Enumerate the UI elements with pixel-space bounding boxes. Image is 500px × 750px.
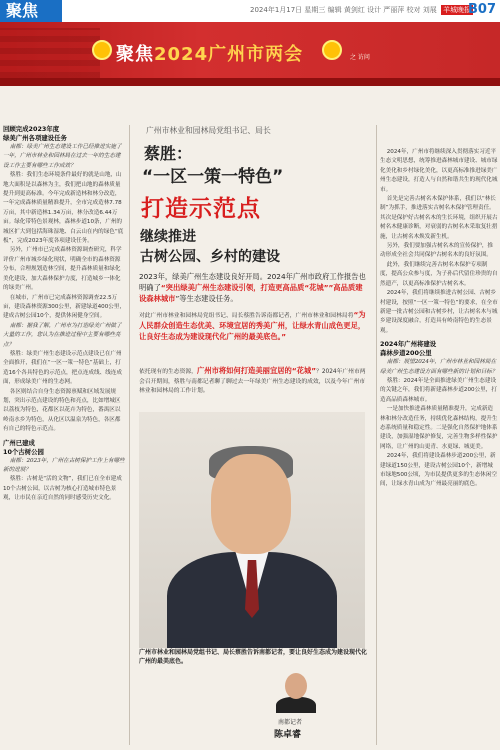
headline-quote: “一区一策一特色” (142, 167, 284, 187)
right-heading-2: 森林步道200公里 (380, 349, 432, 358)
right-paragraph: 2024年，广州市将继续深入贯彻落实习近平生态文明思想，统筹推进森林城市建设、城市绿化美化和乡村绿化美化，以更高标准推进绿美广州生态建设，打造人与自然和谐共生的现代化城市。 (380, 149, 498, 193)
banner-wall-decoration (0, 28, 100, 78)
interviewee-title: 广州市林业和园林局党组书记、局长 (146, 126, 271, 135)
portrait-photo (139, 412, 365, 648)
right-paragraph: 此外，我们继续完善古树名木保护专项制度，提高公众参与度，为子孙后代留住珍贵的自然遗产，以更高标准保护古树名木。 (380, 261, 498, 287)
column-divider (376, 125, 377, 745)
emblem-icon (92, 40, 112, 60)
reporter-name: 陈卓睿 (274, 730, 302, 740)
right-heading-1: 2024年广州将建设 (380, 340, 437, 349)
body-highlight: “为人民群众创造生态优美、环境宜居的秀美广州，让绿水青山成色更足，让良好生态成为建设现代化广州的最美底色。” (139, 310, 366, 341)
headline-sub-1: 继续推进 (140, 229, 196, 245)
left-heading-4: 10个古树公园 (3, 447, 44, 456)
right-paragraph: 一是加快推进森林质量精准提升，完成新造林和林分改造任务，持续优化森林结构，提升生态系统质量和稳定性。二是强化自然保护地体系建设，加强湿地保护修复，完善生物多样性保护网络，让广州的山更青、水更绿、城更美。 (380, 406, 498, 450)
left-paragraph: 南都：2023年，广州在古树保护工作上有哪些新的进展？ (3, 457, 125, 473)
reporter-avatar (274, 669, 318, 713)
body-text: 对此广州市林业和园林局党组书记、局长蔡胜告诉南都记者，广州市林业和园林局将 (139, 313, 354, 319)
left-paragraph: 另外，广州市已完成森林资源调查研究，科学评价广州市城乡绿化现状，明确全市的森林资源分布，合理规划造林空间，提升森林质量和绿化美化建设，加大森林保护力度，打造城乡一体化的绿美广州。 (3, 247, 122, 292)
photo-caption: 广州市林业和园林局党组书记、局长蔡胜告诉南都记者，要让良好生态成为建设现代化广州的最美底色。 (139, 649, 368, 665)
body-text: 依托现有的生态资源， (139, 369, 197, 375)
article-body-1 (139, 310, 367, 343)
intro-highlight: “突出绿美广州生态建设引领，打造更高品质“花城””高品质建设森林城市 (139, 283, 363, 303)
banner-title (116, 40, 303, 66)
intro-text: 2023年，绿美广州生态建设良好开局。2024年广州市政府工作报告也明确了 (139, 272, 366, 292)
right-paragraph: 2024年，我们将继续推进古树公园、古树乡村建设，按照“一区一策一特色”的要求，在全市新建一批古树公园和古树乡村，让古树名木与城乡建设深度融合，打造具有岭南特色的生态景观。 (380, 290, 498, 334)
headline-name: 蔡胜： (144, 144, 193, 163)
right-paragraph: 2024年，我们将建设森林步道200公里，新建绿道150公里，建设古树公园10个，新增城市绿地500公顷，为市民提供更多的生态休闲空间，让绿水青山成为广州最亮丽的底色。 (380, 453, 497, 488)
left-paragraph: 南都：据我了解，广州市为打造绿美广州做了大量的工作，您认为在推进过程中主要有哪些亮点？ (3, 322, 122, 348)
left-column (3, 125, 126, 745)
issue-meta (250, 5, 473, 15)
section-label: 聚焦 (0, 0, 62, 22)
page-number: B07 (468, 2, 496, 17)
left-paragraph: 各区则结合自身生态资源禀赋和区域发展规划，突出示范点建设的特色和亮点，比如增城区以荔枝为特色，花都区以花卉为特色，番禺区以岭南水乡为特色，从化区以温泉为特色，各区都有自己的特色示范点。 (3, 388, 121, 433)
column-divider (129, 125, 130, 745)
banner-title-prefix: 聚焦 (116, 44, 154, 65)
banner-subtitle: 之 访问 (350, 54, 370, 61)
page-header (0, 0, 500, 22)
main-article (134, 86, 374, 750)
left-paragraph: 在城市，广州市已完成森林资源调查22.5万亩，建设森林资源300公里，新建绿道400公里，建成古树公园10个，提供休闲健身空间。 (3, 294, 126, 320)
left-paragraph: 蔡胜：绿美广州生态建设示范点建设已在广州全面推开，我们在“一区一策一特色”基础上，打造16个各具特色的示范点，把点连成线、线连成面，形成绿美广州的生态网。 (3, 350, 122, 386)
body-highlight: 广州市将如何打造美丽宜居的“花城” (196, 366, 317, 375)
left-paragraph: 南都：绿美广州生态建设工作已经推进实施了一年，广州市林业和园林局在过去一年的生态建设工作主要有哪些工作成效？ (3, 144, 122, 169)
article-body-2 (139, 366, 367, 397)
intro-text: ”等生态建设任务。 (175, 294, 238, 303)
right-column (380, 148, 498, 748)
right-paragraph: 另外，我们要加强古树名木的宣传保护，推动形成全社会共同保护古树名木的良好氛围。 (380, 243, 494, 259)
left-paragraph: 蔡胜：我们生态环境条件最好的就是山地，山地大面积是以森林为主，我们把山地的森林质量提升到更高标准。今年完成新造林和林分改造，一年完成森林质量精准提升，全市完成造林7.78万亩，其中新造林1.34万亩，林分改造6.44万亩。绿化带特色景观林，森林步道10条，广州的城区扩大到包括海珠湿地、白云山在内的绿色“底板”，完成2023年度各项建设任务。 (3, 172, 124, 245)
article-intro (139, 271, 367, 304)
left-heading-1: 回顾完成2023年度 (3, 125, 60, 133)
issue-date-line: 2024年1月17日 星期三 编辑 黄剑红 设计 严丽萍 校对 刘展 (250, 6, 437, 14)
left-heading-2: 绿美广州各项建设任务 (3, 134, 67, 142)
reporter-role: 南都记者 (278, 719, 303, 726)
banner-title-main: 2024广州市两会 (154, 44, 304, 65)
right-paragraph: 首先是完善古树名木保护体系，我们以“林长制”为抓手，推进落实古树名木保护管理责任。其次是保护好古树名木的生长环境，组织开展古树名木健康诊断，对衰弱的古树名木采取复壮措施，让古树名木焕发新生机。 (380, 196, 498, 240)
body-text: ？2024年广州市两会召开期间，蔡胜与南都记者聊了聊过去一年绿美广州生态建设的成效，以及今年广州市林业和园林局的工作计划。 (139, 369, 366, 394)
headline-main: 打造示范点 (141, 196, 261, 222)
emblem-icon (322, 40, 342, 60)
paper-badge: 羊城晚报 (443, 6, 471, 14)
feature-banner (0, 22, 500, 86)
right-paragraph: 蔡胜：2024年是全面推进绿美广州生态建设的关键之年，我们将新建森林步道200公里，打造高品质森林城市。 (380, 377, 497, 403)
right-paragraph: 南都：展望2024年，广州市林业和园林局在绿美广州生态建设方面有哪些新的计划和目标？ (380, 359, 498, 375)
headline-sub-2: 古树公园、乡村的建设 (140, 249, 280, 265)
left-heading-3: 广州已建成 (3, 438, 35, 447)
left-paragraph: 蔡胜：古树是“活的文物”，我们已在全市建成10个古树公园，以古树为核心打造城市特色景观，让市民在亲近自然的同时感受历史文化。 (3, 476, 122, 502)
